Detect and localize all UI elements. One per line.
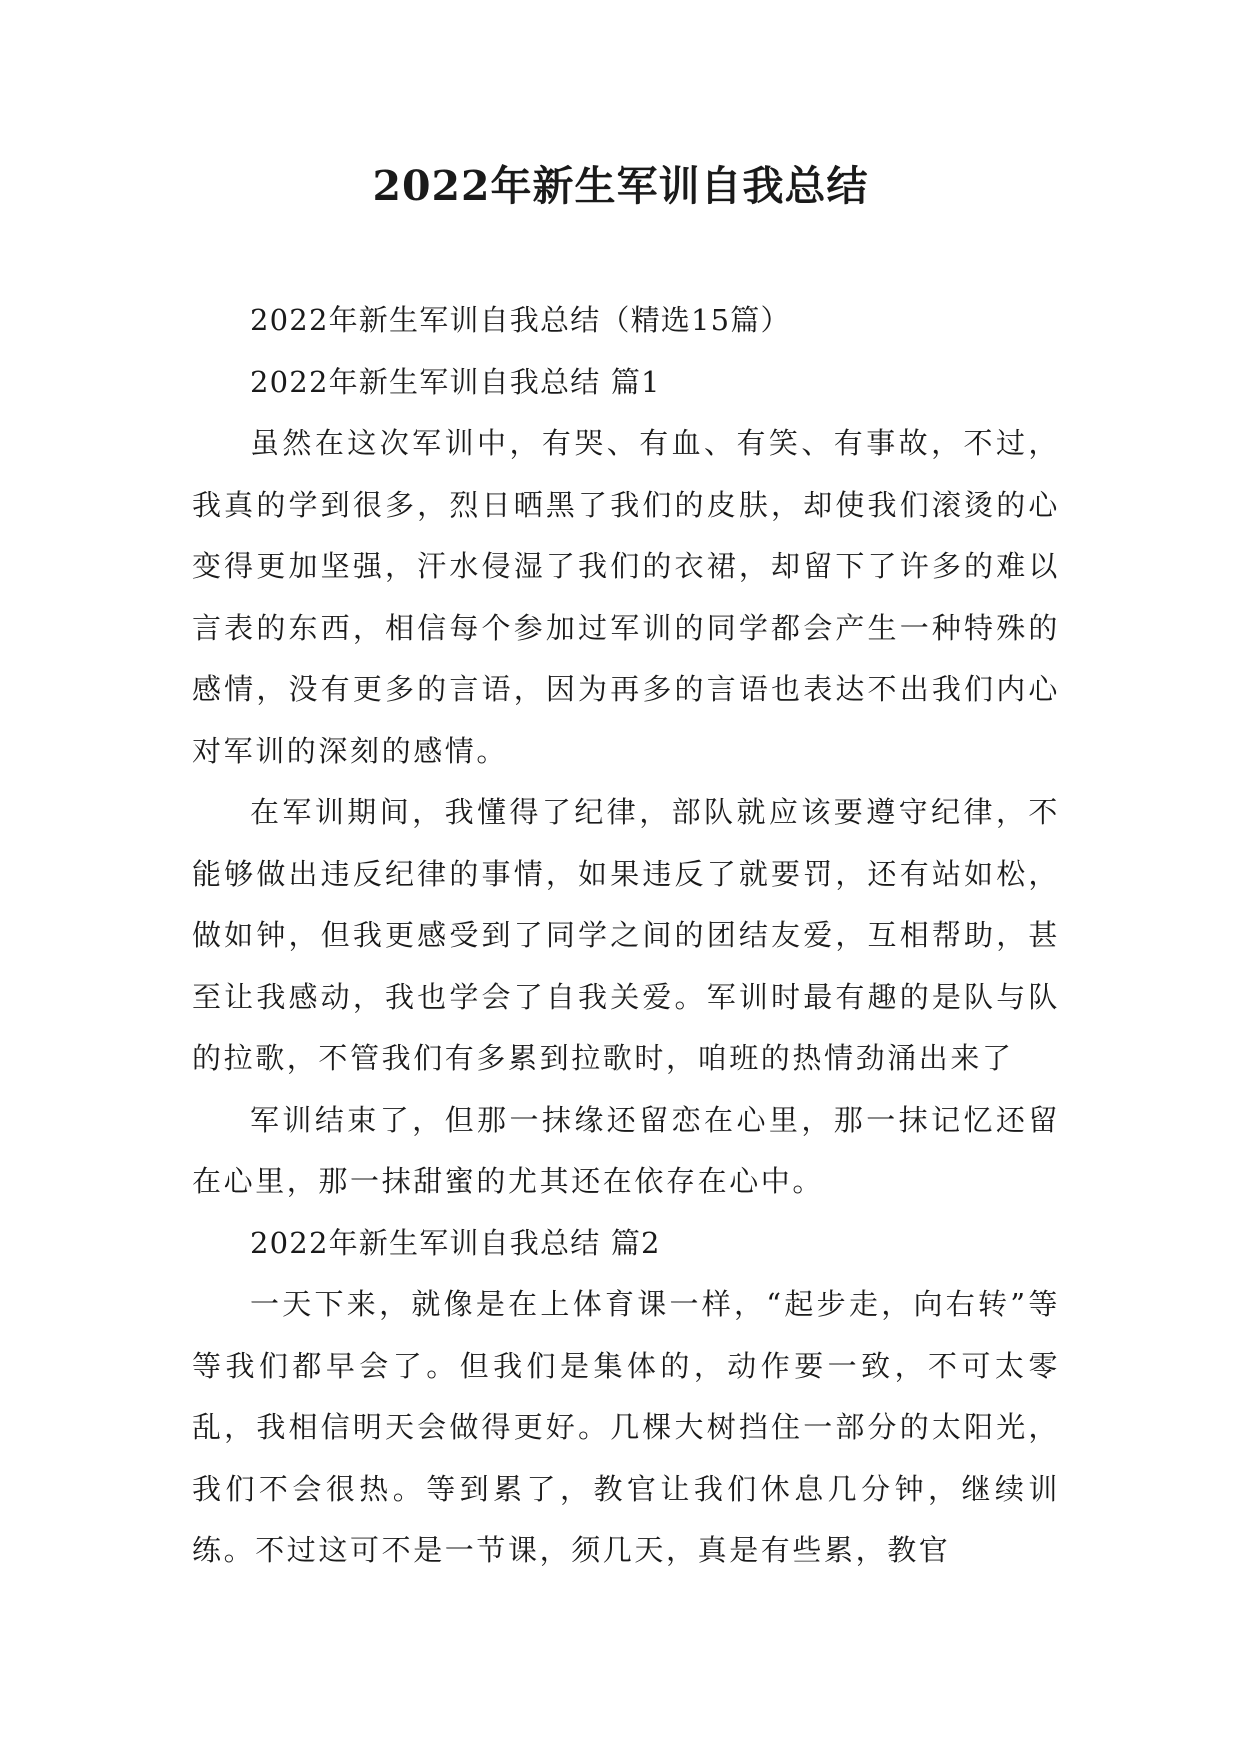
section-heading: 2022年新生军训自我总结 篇1 <box>250 364 661 399</box>
paragraph: 军训结束了，但那一抹缘还留恋在心里，那一抹记忆还留在心里，那一抹甜蜜的尤其还在依存在心中。 <box>192 1102 1060 1198</box>
document-body <box>192 290 1060 1582</box>
document-title: 2022年新生军训自我总结 <box>372 162 869 210</box>
paragraph: 虽然在这次军训中，有哭、有血、有笑、有事故，不过，我真的学到很多，烈日晒黑了我们的皮肤，却使我们滚烫的心变得更加坚强，汗水侵湿了我们的衣裙，却留下了许多的难以言表的东西，相信每个参加过军训的同学都会产生一种特殊的感情，没有更多的言语，因为再多的言语也表达不出我们内心对军训的深刻的感情。 <box>192 426 1060 768</box>
document-subtitle: 2022年新生军训自我总结（精选15篇） <box>250 303 791 337</box>
paragraph: 一天下来，就像是在上体育课一样，“起步走，向右转”等等我们都早会了。但我们是集体的，动作要一致，不可太零乱，我相信明天会做得更好。几棵大树挡住一部分的太阳光，我们不会很热。等到累了，教官让我们休息几分钟，继续训练。不过这可不是一节课，须几天，真是有些累，教官 <box>192 1287 1060 1567</box>
paragraph: 在军训期间，我懂得了纪律，部队就应该要遵守纪律，不能够做出违反纪律的事情，如果违反了就要罚，还有站如松，做如钟，但我更感受到了同学之间的团结友爱，互相帮助，甚至让我感动，我也学会了自我关爱。军训时最有趣的是队与队的拉歌，不管我们有多累到拉歌时，咱班的热情劲涌出来了 <box>192 795 1060 1075</box>
section-heading: 2022年新生军训自我总结 篇2 <box>250 1225 661 1260</box>
